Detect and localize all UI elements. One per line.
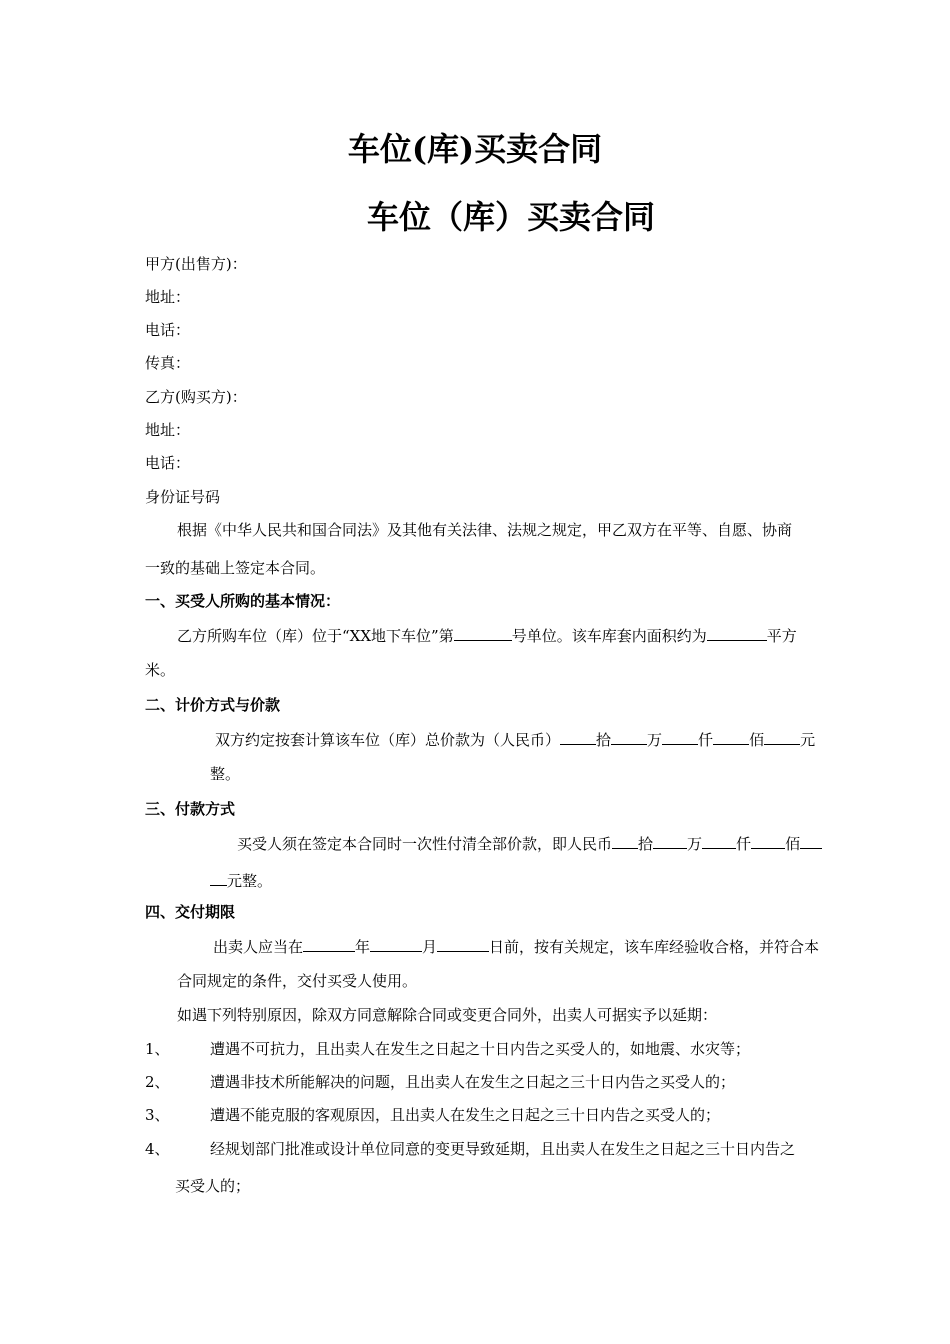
payment-blank [612,833,638,849]
section-1-heading: 一、买受人所购的基本情况： [145,592,341,610]
payment-blank [653,833,687,849]
list-item-number: 1、 [145,1040,170,1058]
section-1-line-2: 米。 [145,661,176,679]
section-1-line-1: 乙方所购车位（库）位于“XX地下车位”第 号单位。该车库套内面积约为 平方 [177,627,797,645]
party-b-phone-label: 电话： [145,454,191,472]
party-a-fax-label: 传真： [145,354,191,372]
document-title: 车位(库)买卖合同 [347,130,603,168]
month-blank [370,936,422,952]
section-3-line-1: 买受人须在签定本合同时一次性付清全部价款，即人民币 拾 万 仟 佰 [237,833,822,853]
section-3-line-2: 元整。 [210,870,272,890]
list-item-text: 遭遇不能克服的客观原因，且出卖人在发生之日起之三十日内告之买受人的； [210,1106,721,1124]
payment-blank [210,870,227,886]
list-item-number: 2、 [145,1073,170,1091]
section-4-line-1: 出卖人应当在 年 月 日前，按有关规定，该车库经验收合格，并符合本 [213,938,820,956]
payment-blank [751,833,785,849]
delay-intro: 如遇下列特别原因，除双方同意解除合同或变更合同外，出卖人可据实予以延期： [177,1006,718,1024]
section-2-line-2: 整。 [210,765,241,783]
party-b-id-label: 身份证号码 [145,488,221,506]
unit-number-blank [454,625,512,641]
price-blank [713,729,749,745]
section-2-heading: 二、计价方式与价款 [145,696,281,714]
party-a-label: 甲方(出售方)： [145,255,247,273]
document-title-secondary: 车位（库）买卖合同 [366,198,655,236]
section-4-line-2: 合同规定的条件，交付买受人使用。 [177,972,418,990]
payment-blank [702,833,736,849]
list-item-text: 遭遇非技术所能解决的问题，且出卖人在发生之日起之三十日内告之买受人的； [210,1073,736,1091]
preamble-line-2: 一致的基础上签定本合同。 [145,559,326,577]
party-b-address-label: 地址： [145,421,191,439]
payment-blank [800,833,822,849]
list-item-text: 遭遇不可抗力，且出卖人在发生之日起之十日内告之买受人的，如地震、水灾等； [210,1040,751,1058]
price-blank [764,729,800,745]
price-blank [662,729,698,745]
list-item-text-continued: 买受人的； [175,1177,251,1195]
party-a-phone-label: 电话： [145,321,191,339]
day-blank [437,936,489,952]
section-3-heading: 三、付款方式 [145,800,236,818]
area-blank [707,625,767,641]
year-blank [303,936,355,952]
section-2-line-1: 双方约定按套计算该车位（库）总价款为（人民币） 拾 万 仟 佰 元 [215,731,816,749]
list-item-number: 4、 [145,1140,170,1158]
list-item-text: 经规划部门批准或设计单位同意的变更导致延期，且出卖人在发生之日起之三十日内告之 [210,1140,796,1158]
price-blank [611,729,647,745]
section-4-heading: 四、交付期限 [145,903,236,921]
preamble-line-1: 根据《中华人民共和国合同法》及其他有关法律、法规之规定，甲乙双方在平等、自愿、协商 [177,521,793,539]
list-item-number: 3、 [145,1106,170,1124]
party-b-label: 乙方(购买方)： [145,388,247,406]
party-a-address-label: 地址： [145,288,191,306]
price-blank [560,729,596,745]
